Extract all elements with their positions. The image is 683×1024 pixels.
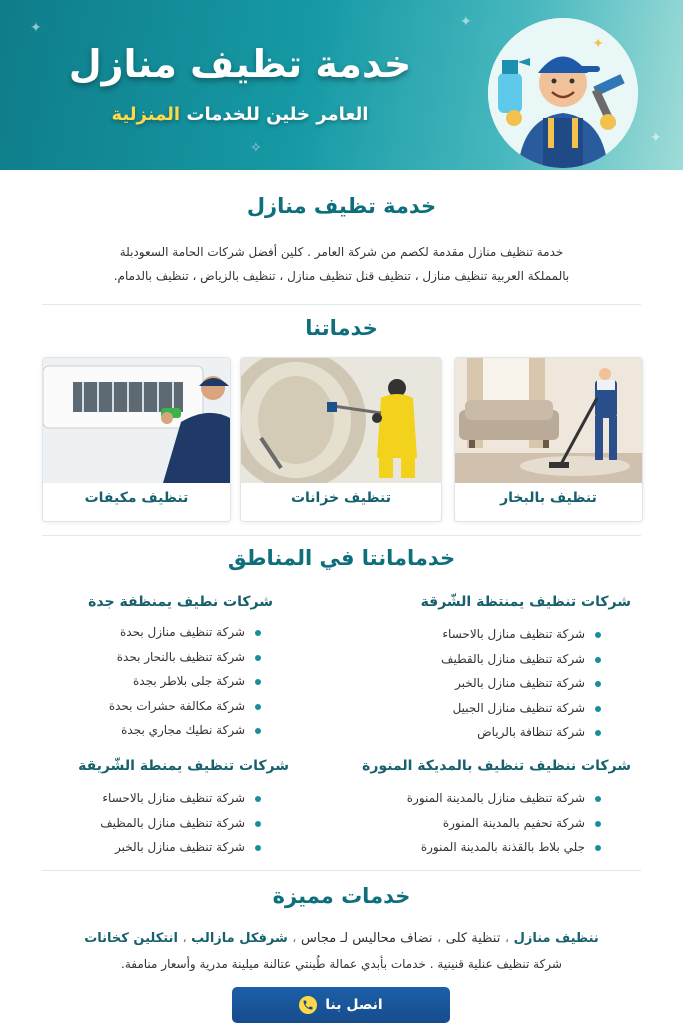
regions-title: خدمامانتا في المناطق bbox=[227, 546, 456, 570]
list-item[interactable]: شركة نطيك مجاري بجدة bbox=[109, 718, 263, 743]
feature-item: انتكلين كخانات bbox=[84, 931, 178, 946]
sparkle-icon: ✦ bbox=[650, 130, 662, 146]
list-item[interactable]: شركة تنظافة بالرياض bbox=[441, 720, 603, 745]
list-item[interactable]: شركة تنظيف منازل الجبيل bbox=[441, 696, 603, 721]
feature-item: شرفكل مازالب bbox=[191, 931, 288, 946]
sparkle-icon: ✧ bbox=[250, 140, 262, 156]
separator: ، bbox=[292, 931, 297, 946]
ac-cleaning-photo bbox=[43, 358, 230, 483]
feature-item: ننظيف منازل bbox=[513, 931, 599, 946]
list-item[interactable]: شركة تنظيف منازل بالاحساء bbox=[100, 786, 263, 811]
feature-item: نضاف محاليس لـ مجاس bbox=[301, 931, 433, 946]
hero-subtitle-text: العامر خلين للخدمات bbox=[186, 104, 369, 125]
list-item[interactable]: شركة تنظيف منازل بالخبر bbox=[441, 671, 603, 696]
divider bbox=[42, 304, 641, 305]
phone-icon bbox=[299, 996, 317, 1014]
region-east-list bbox=[441, 622, 603, 745]
region-madinah-list bbox=[407, 786, 603, 860]
sparkle-icon: ✦ bbox=[460, 14, 472, 30]
divider bbox=[42, 535, 641, 536]
intro-line: بالمملكة العربية تنظيف منازل ، تنظيف قنل تنظيف منازل ، تنظيف بالزياض ، تنظيف بالدمام. bbox=[113, 269, 570, 283]
service-card-label: تنظيف مكيفات bbox=[84, 490, 189, 506]
service-card-label: تنظيف بالبخار bbox=[500, 490, 597, 506]
list-item[interactable]: شركة تنظيف منازل بالمظيف bbox=[100, 811, 263, 836]
hero-subtitle-highlight: المنزلية bbox=[111, 104, 181, 125]
svg-text:✦: ✦ bbox=[592, 36, 604, 52]
list-item[interactable]: شركة جلى بلاطر بجدة bbox=[109, 669, 263, 694]
service-card-tanks[interactable] bbox=[240, 357, 442, 522]
region-east2-title: شركات تنظيف يمنطة الشّريقة bbox=[78, 758, 289, 774]
region-madinah-title: شركات ننظيف تنظيف بالمديكة المنورة bbox=[362, 758, 631, 774]
intro-paragraph bbox=[70, 240, 613, 288]
intro-title: خدمة تظيف منازل bbox=[246, 194, 437, 218]
separator: ، bbox=[504, 931, 510, 946]
list-item[interactable]: شركة تنظيف منازل بالمدينة المنورة bbox=[407, 786, 603, 811]
features-title: خدمات مميزة bbox=[272, 884, 411, 908]
separator: ، bbox=[182, 931, 187, 946]
feature-item: تنظية كلى bbox=[445, 931, 501, 946]
list-item[interactable]: شركة نحفيم بالمدينة المنورة bbox=[407, 811, 603, 836]
svg-text:✦: ✦ bbox=[491, 37, 502, 51]
list-item[interactable]: شركة تنظيف منازل بالاحساء bbox=[441, 622, 603, 647]
separator: ، bbox=[437, 931, 442, 946]
region-jeddah-list bbox=[109, 620, 263, 743]
intro-line: خدمة تنظيف منازل مقدمة لكصم من شركة العامر . كلين أفضل شركات الحامة السعودبلة bbox=[119, 245, 564, 259]
sparkle-icon: ✦ bbox=[30, 20, 42, 36]
region-jeddah-title: شركات نطيف يمنظفة جدة bbox=[88, 594, 273, 610]
tank-cleaning-photo bbox=[241, 358, 441, 483]
region-east-title: شركات تنظيف يمنتظة الشّرقة bbox=[420, 594, 631, 610]
list-item[interactable]: شركة تنظيف بالنحار بحدة bbox=[109, 645, 263, 670]
contact-us-label: انصل بنا bbox=[325, 997, 383, 1013]
contact-us-button[interactable] bbox=[232, 987, 450, 1023]
service-card-label: تنظيف خزانات bbox=[290, 490, 392, 506]
features-description: شركة تنظيف عنلية قنينية . خدمات بأبدي عمالة طُينتي عتالنة ميلينة مدرية وأسعار منامفة. bbox=[121, 957, 562, 971]
services-title: خدماتنا bbox=[305, 316, 378, 340]
hero-title: خدمة تظيف منازل bbox=[68, 42, 412, 86]
hero-subtitle bbox=[40, 104, 440, 125]
list-item[interactable]: شركة تنظيف منازل بحدة bbox=[109, 620, 263, 645]
hero-banner bbox=[0, 0, 683, 170]
steam-cleaning-photo bbox=[455, 358, 642, 483]
list-item[interactable]: شركة تنظيف منازل بالقطيف bbox=[441, 647, 603, 672]
list-item[interactable]: شركة تنظيف منازل بالخبر bbox=[100, 835, 263, 860]
cleaner-mascot-illustration bbox=[488, 18, 638, 168]
features-list bbox=[40, 931, 643, 946]
divider bbox=[42, 870, 641, 871]
list-item[interactable]: شركة مكالفة حشرات بحدة bbox=[109, 694, 263, 719]
region-east2-list bbox=[100, 786, 263, 860]
service-card-steam[interactable] bbox=[454, 357, 643, 522]
list-item[interactable]: جلي بلاط بالقذنة بالمدينة المنورة bbox=[407, 835, 603, 860]
service-card-ac[interactable] bbox=[42, 357, 231, 522]
